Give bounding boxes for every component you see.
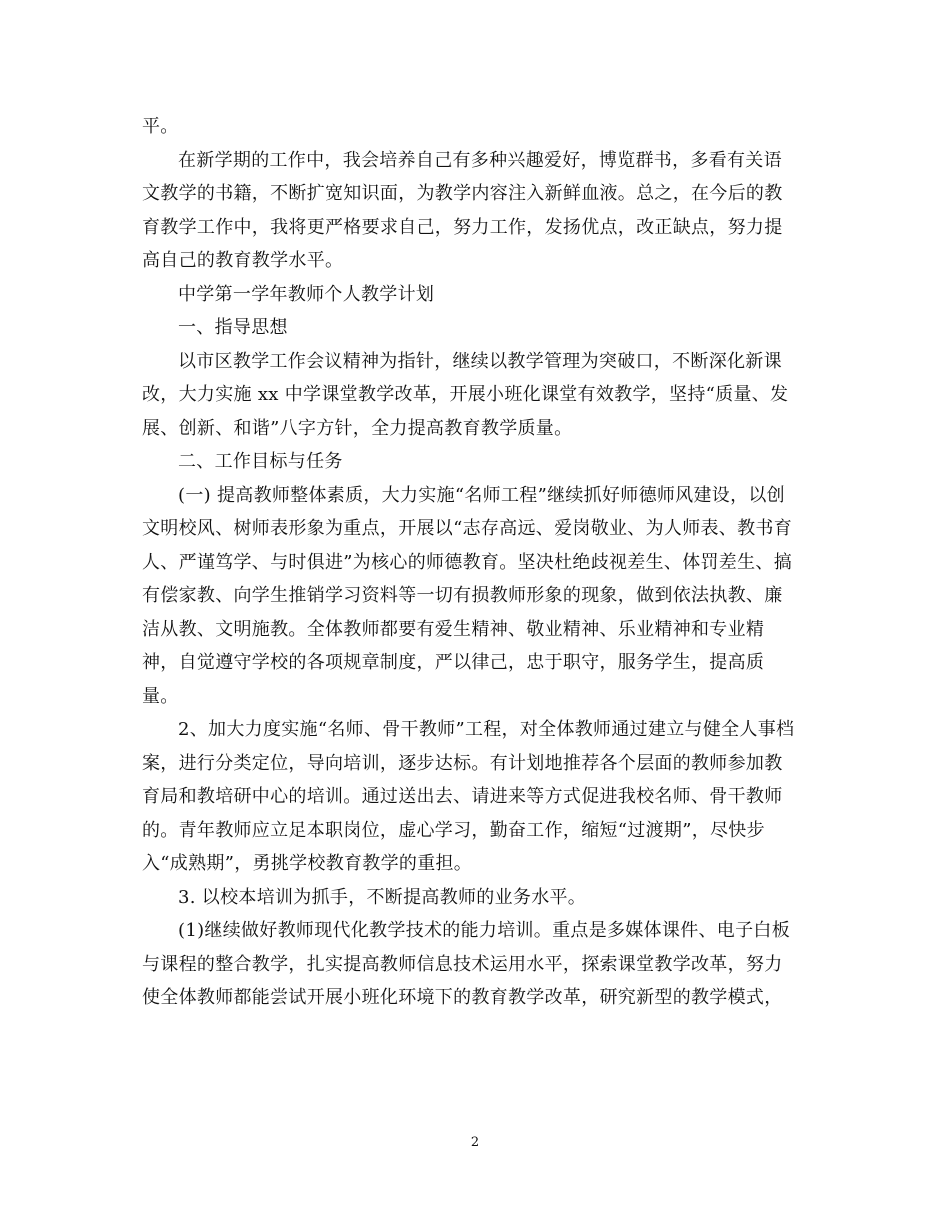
text-line: 二、工作目标与任务 — [178, 451, 343, 472]
text-line: 2、加大力度实施“名师、骨干教师”工程，对全体教师通过建立与健全人事档 — [178, 719, 795, 740]
text-line: 洁从教、文明施教。全体教师都要有爱生精神、敬业精神、乐业精神和专业精 — [142, 618, 765, 640]
text-line: 文教学的书籍，不断扩宽知识面，为教学内容注入新鲜血液。总之，在今后的教 — [142, 183, 783, 204]
text-line: 文明校风、树师表形象为重点，开展以“志存高远、爱岗敬业、为人师表、教书育 — [142, 518, 792, 539]
text-line: 使全体教师都能尝试开展小班化环境下的教育教学改革，研究新型的教学模式， — [142, 987, 783, 1008]
text-line: 案，进行分类定位，导向培训，逐步达标。有计划地推荐各个层面的教师参加教 — [142, 752, 783, 774]
document-body — [142, 110, 810, 1015]
text-line: 神，自觉遵守学校的各项规章制度，严以律己，忠于职守，服务学生，提高质 — [142, 652, 765, 673]
text-line: 一、指导思想 — [178, 317, 288, 338]
text-line: 高自己的教育教学水平。 — [142, 250, 344, 271]
text-line: (一) 提高教师整体素质，大力实施“名师工程”继续抓好师德师风建设，以创 — [178, 484, 785, 506]
text-line: 中学第一学年教师个人教学计划 — [178, 283, 435, 305]
text-line: 有偿家教、向学生推销学习资料等一切有损教师形象的现象，做到依法执教、廉 — [142, 585, 783, 606]
text-line: 育局和教培研中心的培训。通过送出去、请进来等方式促进我校名师、骨干教师 — [142, 786, 783, 807]
text-line: 以市区教学工作会议精神为指针，继续以教学管理为突破口，不断深化新课 — [178, 350, 782, 372]
text-line: 在新学期的工作中，我会培养自己有多种兴趣爱好，博览群书，多看有关语 — [178, 149, 782, 171]
page-number: 2 — [470, 1135, 480, 1150]
text-line: 人、严谨笃学、与时俱进”为核心的师德教育。坚决杜绝歧视差生、体罚差生、搞 — [142, 551, 792, 573]
text-line: 改，大力实施 xx 中学课堂教学改革，开展小班化课堂有效教学，坚持“质量、发 — [142, 384, 789, 405]
text-line: (1)继续做好教师现代化教学技术的能力培训。重点是多媒体课件、电子白板 — [178, 920, 790, 941]
text-line: 平。 — [142, 116, 179, 137]
text-line: 量。 — [142, 685, 179, 707]
text-line: 入“成熟期”，勇挑学校教育教学的重担。 — [142, 853, 473, 874]
text-line: 展、创新、和谐”八字方针，全力提高教育教学质量。 — [142, 417, 573, 439]
text-line: 3. 以校本培训为抓手，不断提高教师的业务水平。 — [178, 886, 587, 908]
text-line: 的。青年教师应立足本职岗位，虚心学习，勤奋工作，缩短“过渡期”，尽快步 — [142, 819, 765, 841]
text-line: 与课程的整合教学，扎实提高教师信息技术运用水平，探索课堂教学改革，努力 — [142, 953, 783, 975]
text-line: 育教学工作中，我将更严格要求自己，努力工作，发扬优点，改正缺点，努力提 — [142, 216, 783, 238]
